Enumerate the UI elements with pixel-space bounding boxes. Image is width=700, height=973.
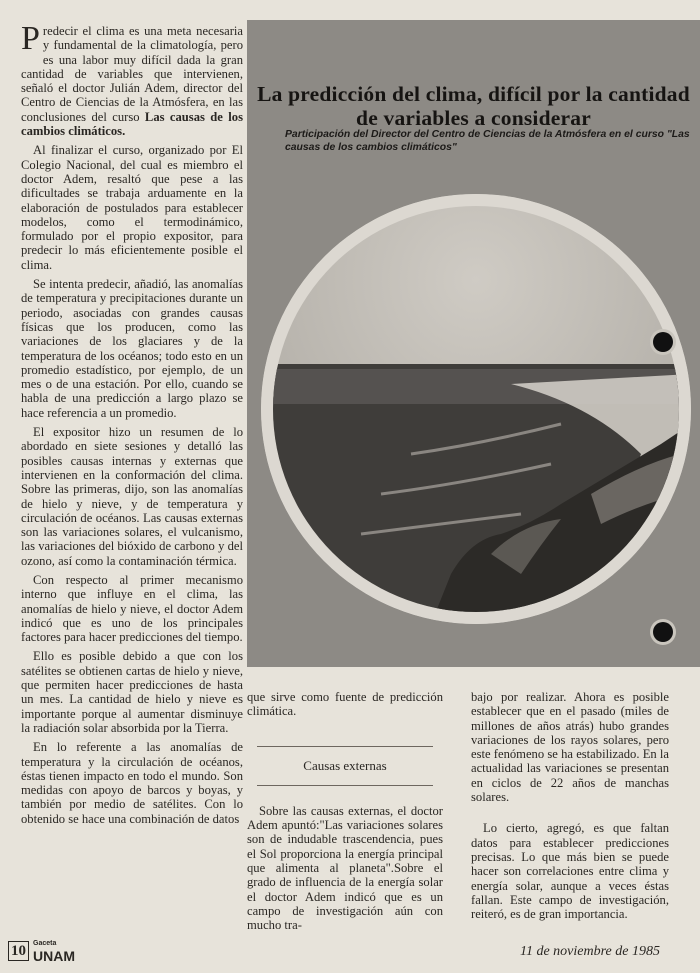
article-title: La predicción del clima, difícil por la cantidad de variables a considerar: [257, 82, 690, 130]
photo-coastline-icon: [261, 194, 691, 624]
course-name: Las causas de los cambios climáticos.: [21, 109, 243, 139]
column-middle: [247, 690, 443, 938]
paragraph: Predecir el clima es una meta necesaria y fundamental de la climatología, pero es una labor muy difícil dada la gran cantidad de variables que intervienen, señaló el doctor Julián Adem, director del Centro de Ciencias de la Atmósfera, en las conclusiones del curso Las causas de los cambios climáticos.: [21, 20, 243, 139]
paragraph: Con respecto al primer mecanismo interno que influye en el clima, las anomalías de hielo y nieve, el doctor Adem indicó que es uno de los principales factores para hacer predicciones del tiempo.: [21, 572, 243, 645]
paragraph: Ello es posible debido a que con los satélites se obtienen cartas de hielo y nieve, que permiten hacer predicciones de hasta un mes. La cantidad de hielo y nieve es importante porque al aumentar disminuye la radiación solar absorbida por la Tierra.: [21, 649, 243, 735]
paragraph: Al finalizar el curso, organizado por El Colegio Nacional, del cual es miembro el doctor Adem, resaltó que pese a las dificultades se trabaja arduamente en la elaboración de postulados para establecer modelos, como el termodinámico, formulado por el propio expositor, para predecir lo más eficientemente posible el clima.: [21, 143, 243, 272]
paragraph: que sirve como fuente de predicción climática.: [247, 690, 443, 719]
headline-panel: [247, 20, 700, 667]
binder-hole-icon: [653, 332, 673, 352]
paragraph: En lo referente a las anomalías de temperatura y la circulación de océanos, éstas tienen impacto en todo el mundo. Son medidas con apoyo de barcos y boyas, y también por medio de satélites. Con lo obtenido se hace una combinación de datos: [21, 740, 243, 826]
binder-hole-icon: [653, 622, 673, 642]
footer-folio: [8, 939, 75, 963]
page-number: 10: [8, 941, 29, 961]
divider: [257, 746, 433, 747]
column-right: [471, 690, 669, 926]
column-left: [21, 20, 243, 831]
issue-date: 11 de noviembre de 1985: [520, 944, 660, 959]
paragraph: Se intenta predecir, añadió, las anomalías de temperatura y precipitaciones durante un periodo, asociadas con grandes causas físicas que los producen, como las variaciones de los glaciares y de la temperatura de los océanos; todo esto en un promedio estadístico, por ejemplo, de un mes o de una estación. Por ello, cuando se habla de una predicción a largo plazo se hace referencia a un promedio.: [21, 277, 243, 420]
article-deck: Participación del Director del Centro de Ciencias de la Atmósfera en el curso "Las causas de los cambios climáticos": [285, 129, 690, 153]
section-heading: Causas externas: [303, 757, 387, 773]
gaceta-unam-logo: Gaceta UNAM: [33, 940, 75, 964]
paragraph: Sobre las causas externas, el doctor Adem apuntó:"Las variaciones solares son de indudable trascendencia, pues el Sol proporciona la energía principal que alimenta al planeta".Sobre el grado de influencia de la energía solar el doctor Adem indicó que es un campo de investigación aún con mucho tra-: [247, 803, 443, 933]
paragraph: Lo cierto, agregó, es que faltan datos para establecer predicciones precisas. Lo que más bien se puede hacer son correlaciones entre clima y energía solar, aunque a veces éstas fallan. Este campo de investigación, reiteró, es de gran importancia.: [471, 821, 669, 922]
drop-cap: P: [21, 20, 40, 57]
paragraph: El expositor hizo un resumen de lo abordado en siete sesiones y detalló las posibles causas internas y externas que intervienen en la conformación del clima. Sobre las primeras, dijo, son las anomalías de hielo y nieve, y de temperatura y circulación de océanos. Las causas externas son las variaciones solares, el vulcanismo, las variaciones del bióxido de carbono y del ozono, así como la contaminación térmica.: [21, 425, 243, 568]
paragraph: bajo por realizar. Ahora es posible establecer que en el pasado (miles de millones de años atrás) hubo grandes variaciones de los rayos solares, pero este fenómeno se ha estabilizado. En la actualidad las variaciones se presentan en ciclos de 22 años de manchas solares.: [471, 690, 669, 805]
